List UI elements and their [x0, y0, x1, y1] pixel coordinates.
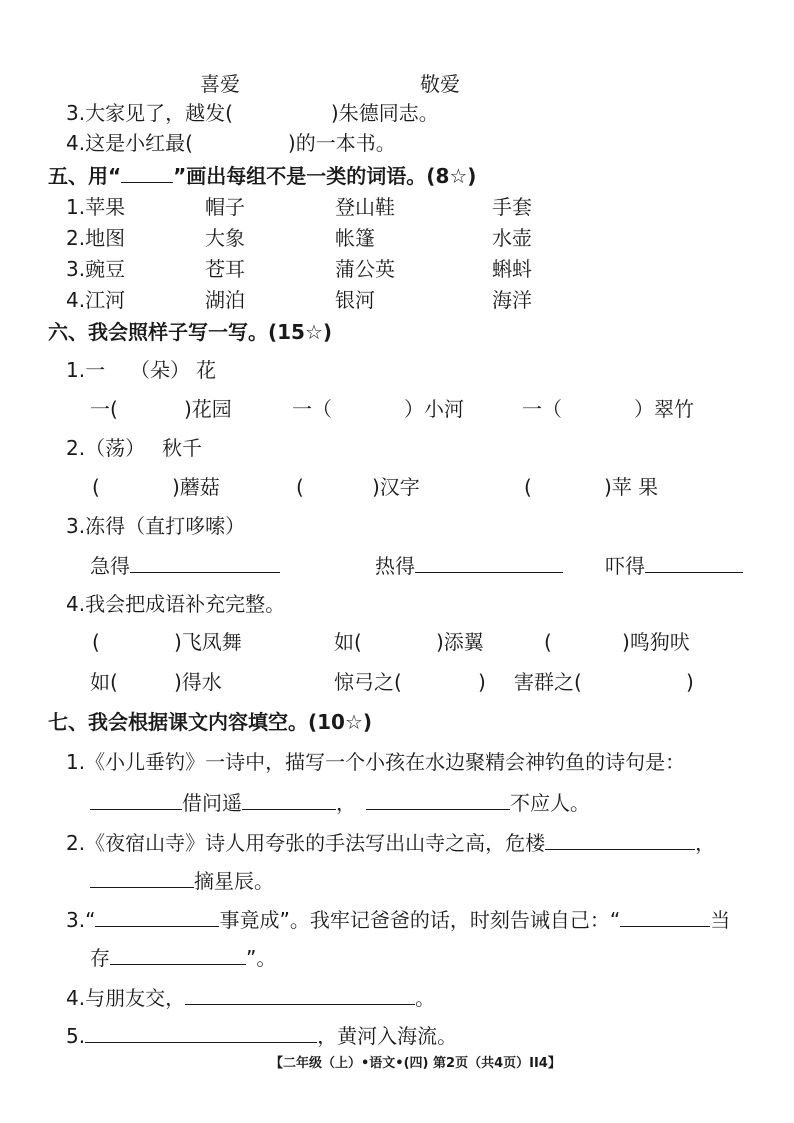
question-text: 3.“ 事竟成”。我牢记爸爸的话，时刻告诫自己：“ 当 [66, 908, 731, 932]
underline-sample [121, 162, 173, 183]
answer-line[interactable] [415, 552, 563, 573]
word-cell[interactable]: 手套 [492, 195, 532, 219]
fill-open: ( [92, 630, 100, 654]
question-text: 2.《夜宿山寺》诗人用夸张的手法写出山寺之高，危楼 ， [66, 831, 716, 855]
fill-open: 如( [90, 670, 118, 694]
answer-line[interactable] [545, 829, 695, 850]
word-cell[interactable]: 登山鞋 [335, 195, 395, 219]
fill-close: )添翼 [436, 630, 484, 654]
fill-line: 借问遥 ， 不应人。 [90, 789, 590, 815]
section-6-title: 六、我会照样子写一写。(15☆) [48, 320, 333, 344]
word-cell[interactable]: 湖泊 [205, 288, 245, 312]
question-title: 4.我会把成语补充完整。 [66, 592, 286, 616]
fill-close: ) [478, 670, 486, 694]
fill-open: ( [544, 630, 552, 654]
fill-close: )苹 果 [604, 475, 659, 499]
question-4-4: 4.这是小红最( )的一本书。 [66, 131, 396, 155]
fill-line: 存 ”。 [90, 946, 277, 970]
word-cell[interactable]: 帽子 [205, 195, 245, 219]
example-text: （朵） [130, 358, 190, 382]
word-cell[interactable]: 蝌蚪 [492, 257, 532, 281]
answer-line[interactable] [95, 906, 219, 927]
answer-line[interactable] [130, 552, 280, 573]
word-cell[interactable]: 苍耳 [205, 257, 245, 281]
fill-item: 急得 [90, 552, 280, 578]
fill-close: )汉字 [372, 475, 420, 499]
fill-close: ）翠竹 [634, 397, 694, 421]
page-footer: 【二年级（上）•语文•(四) 第2页（共4页）II4】 [270, 1056, 561, 1071]
fill-close: )飞凤舞 [174, 630, 242, 654]
fill-close: )蘑菇 [172, 475, 220, 499]
option-word: 敬爱 [420, 72, 460, 96]
example-text: 1.一 [66, 358, 106, 382]
answer-line[interactable] [85, 1022, 317, 1043]
answer-line[interactable] [185, 984, 415, 1005]
word-cell[interactable]: 水壶 [492, 226, 532, 250]
answer-line[interactable] [620, 906, 710, 927]
section-7-title: 七、我会根据课文内容填空。(10☆) [48, 710, 373, 734]
example-text: 2.（荡） [66, 436, 146, 460]
word-cell[interactable]: 4.江河 [66, 288, 126, 312]
section-5-title: 五、用“ ”画出每组不是一类的词语。(8☆) [48, 164, 477, 188]
fill-open: ( [524, 475, 532, 499]
answer-line[interactable] [110, 944, 246, 965]
question-text: 1.《小儿垂钓》一诗中，描写一个小孩在水边聚精会神钓鱼的诗句是： [66, 750, 686, 774]
example-text: 花 [196, 358, 216, 382]
fill-close: )花园 [184, 397, 232, 421]
fill-item: 吓得 [605, 552, 743, 578]
word-cell[interactable]: 1.苹果 [66, 195, 126, 219]
answer-line[interactable] [645, 552, 743, 573]
fill-close: ）小河 [404, 397, 464, 421]
fill-open: ( [92, 475, 100, 499]
question-4-3: 3.大家见了，越发( )朱德同志。 [66, 101, 439, 125]
answer-line[interactable] [366, 789, 510, 810]
fill-open: 惊弓之( [334, 670, 402, 694]
fill-open: 如( [334, 630, 362, 654]
word-cell[interactable]: 蒲公英 [335, 257, 395, 281]
fill-close: )鸣狗吠 [622, 630, 690, 654]
fill-line: 摘星辰。 [90, 867, 274, 893]
fill-item: 热得 [375, 552, 563, 578]
answer-line[interactable] [90, 867, 194, 888]
option-word: 喜爱 [200, 72, 240, 96]
word-cell[interactable]: 海洋 [492, 288, 532, 312]
fill-open: ( [296, 475, 304, 499]
answer-line[interactable] [90, 789, 182, 810]
fill-close: )得水 [174, 670, 222, 694]
question-text: 4.与朋友交， 。 [66, 986, 436, 1010]
word-cell[interactable]: 帐篷 [335, 226, 375, 250]
fill-open: 害群之( [514, 670, 582, 694]
question-text: 5. ，黄河入海流。 [66, 1024, 458, 1048]
word-cell[interactable]: 2.地图 [66, 226, 126, 250]
word-cell[interactable]: 3.豌豆 [66, 257, 126, 281]
fill-close: ) [686, 670, 694, 694]
answer-line[interactable] [242, 789, 336, 810]
example-text: 3.冻得（直打哆嗦） [66, 514, 246, 538]
word-cell[interactable]: 银河 [335, 288, 375, 312]
fill-open: 一( [90, 397, 118, 421]
fill-open: 一（ [522, 397, 562, 421]
word-cell[interactable]: 大象 [205, 226, 245, 250]
fill-open: 一（ [292, 397, 332, 421]
example-text: 秋千 [162, 436, 202, 460]
